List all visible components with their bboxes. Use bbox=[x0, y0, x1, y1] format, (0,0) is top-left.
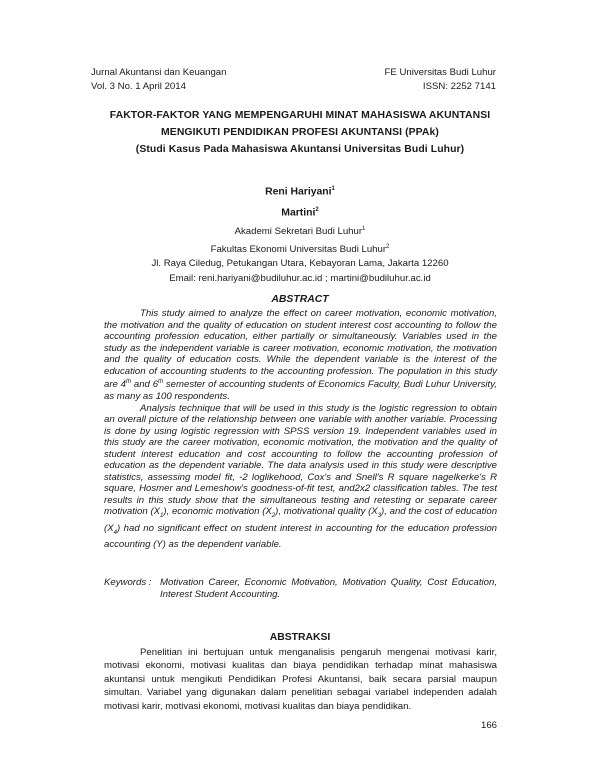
affiliation-1: Akademi Sekretari Budi Luhur$^1$ bbox=[234, 226, 366, 238]
title-line-1: FAKTOR-FAKTOR YANG MEMPENGARUHI MINAT MAHASISWA AKUNTANSI bbox=[109, 110, 491, 121]
email-line: Email: reni.hariyani@budiluhur.ac.id ; martini@budiluhur.ac.id bbox=[169, 272, 431, 284]
author-list bbox=[0, 180, 600, 223]
journal-issn: ISSN: 2252 7141 bbox=[422, 81, 496, 92]
title-subtitle: (Studi Kasus Pada Mahasiswa Akuntansi Universitas Budi Luhur) bbox=[135, 144, 465, 155]
keywords-label: Keywords : bbox=[104, 577, 152, 588]
author-1 bbox=[0, 180, 600, 201]
affiliation-2: Fakultas Ekonomi Universitas Budi Luhur$^2$ bbox=[210, 243, 390, 255]
page-number: 166 bbox=[480, 720, 497, 731]
abstract-paragraph-1: This study aimed to analyze the effect on career motivation, economic motivation, the motivation and the quality of education on student interest cost accounting to follow the accounting profession education, either partially or simultaneously. Variables used in the study as the independent variable is career motivation, economic motivation, the motivation and the quality of education costs. While the dependent variable is the interest of the education of accounting students to the accounting profession. The population in this study are 4th and 6th semester of accounting students of Economics Faculty, Budi Luhur University, as many as 100 respondents. bbox=[104, 308, 497, 403]
author-2 bbox=[0, 201, 600, 222]
affiliations bbox=[0, 222, 600, 286]
abstract-heading: ABSTRACT bbox=[271, 294, 329, 305]
journal-volume: Vol. 3 No. 1 April 2014 bbox=[91, 81, 186, 92]
abstraksi-heading: ABSTRAKSI bbox=[269, 632, 331, 643]
author-affil-mark: 1 bbox=[331, 186, 335, 192]
keywords-text: Motivation Career, Economic Motivation, Motivation Quality, Cost Education, Interest Student Accounting. bbox=[160, 577, 497, 600]
paper-title bbox=[60, 107, 540, 158]
publisher-faculty: FE Universitas Budi Luhur bbox=[384, 67, 496, 78]
title-line-2: MENGIKUTI PENDIDIKAN PROFESI AKUNTANSI (PPAk) bbox=[161, 127, 439, 138]
keywords bbox=[104, 577, 497, 600]
author-affil-mark: 2 bbox=[315, 207, 319, 214]
journal-name: Jurnal Akuntansi dan Keuangan bbox=[91, 67, 227, 78]
abstraksi-body bbox=[104, 646, 497, 713]
address: Jl. Raya Ciledug, Petukangan Utara, Kebayoran Lama, Jakarta 12260 bbox=[151, 258, 449, 270]
abstract-body bbox=[104, 308, 497, 551]
abstraksi-paragraph: Penelitian ini bertujuan untuk menganalisis pengaruh mengenai motivasi karir, motivasi ekonomi, motivasi kualitas dan biaya pendidikan terhadap minat mahasiswa akuntansi untuk mengikuti Pendidikan Profesi Akuntansi, baik secara parsial maupun simultan. Variabel yang digunakan dalam penelitian sebagai variabel independen adalah motivasi karir, motivasi ekonomi, motivasi kualitas dan biaya pendidikan. bbox=[104, 647, 497, 712]
running-header-right bbox=[385, 66, 496, 94]
author-name: Reni Hariyani bbox=[265, 186, 332, 198]
abstract-paragraph-2: Analysis technique that will be used in this study is the logistic regression to obtain an overall picture of the relationship between one variable with another variable. Processing is done by using logistic regression with SPSS version 19. Independent variables used in this study are the career motivation, economic motivation, the motivation and the quality of student interest education and cost accounting to follow the accounting profession of education as the dependent variable. The data analysis used in this study were descriptive statistics, assessing model fit, -2 loglikehood, Cox's and Snell's R square nagelkerke's R square, Hosmer and Lemeshow's goodness-of-fit test, and2x2 classification tables. The test results in this study show that the simultaneous testing and retesting or separate career motivation $(X_1)$, economic motivation $(X_2)$, motivational quality $(X_3)$, and the cost of education $(X_4)$ had no significant effect on student interest in accounting for the education profession accounting (Y) as the dependent variable. bbox=[104, 402, 498, 551]
author-name: Martini bbox=[281, 207, 316, 219]
running-header-left bbox=[91, 66, 226, 94]
